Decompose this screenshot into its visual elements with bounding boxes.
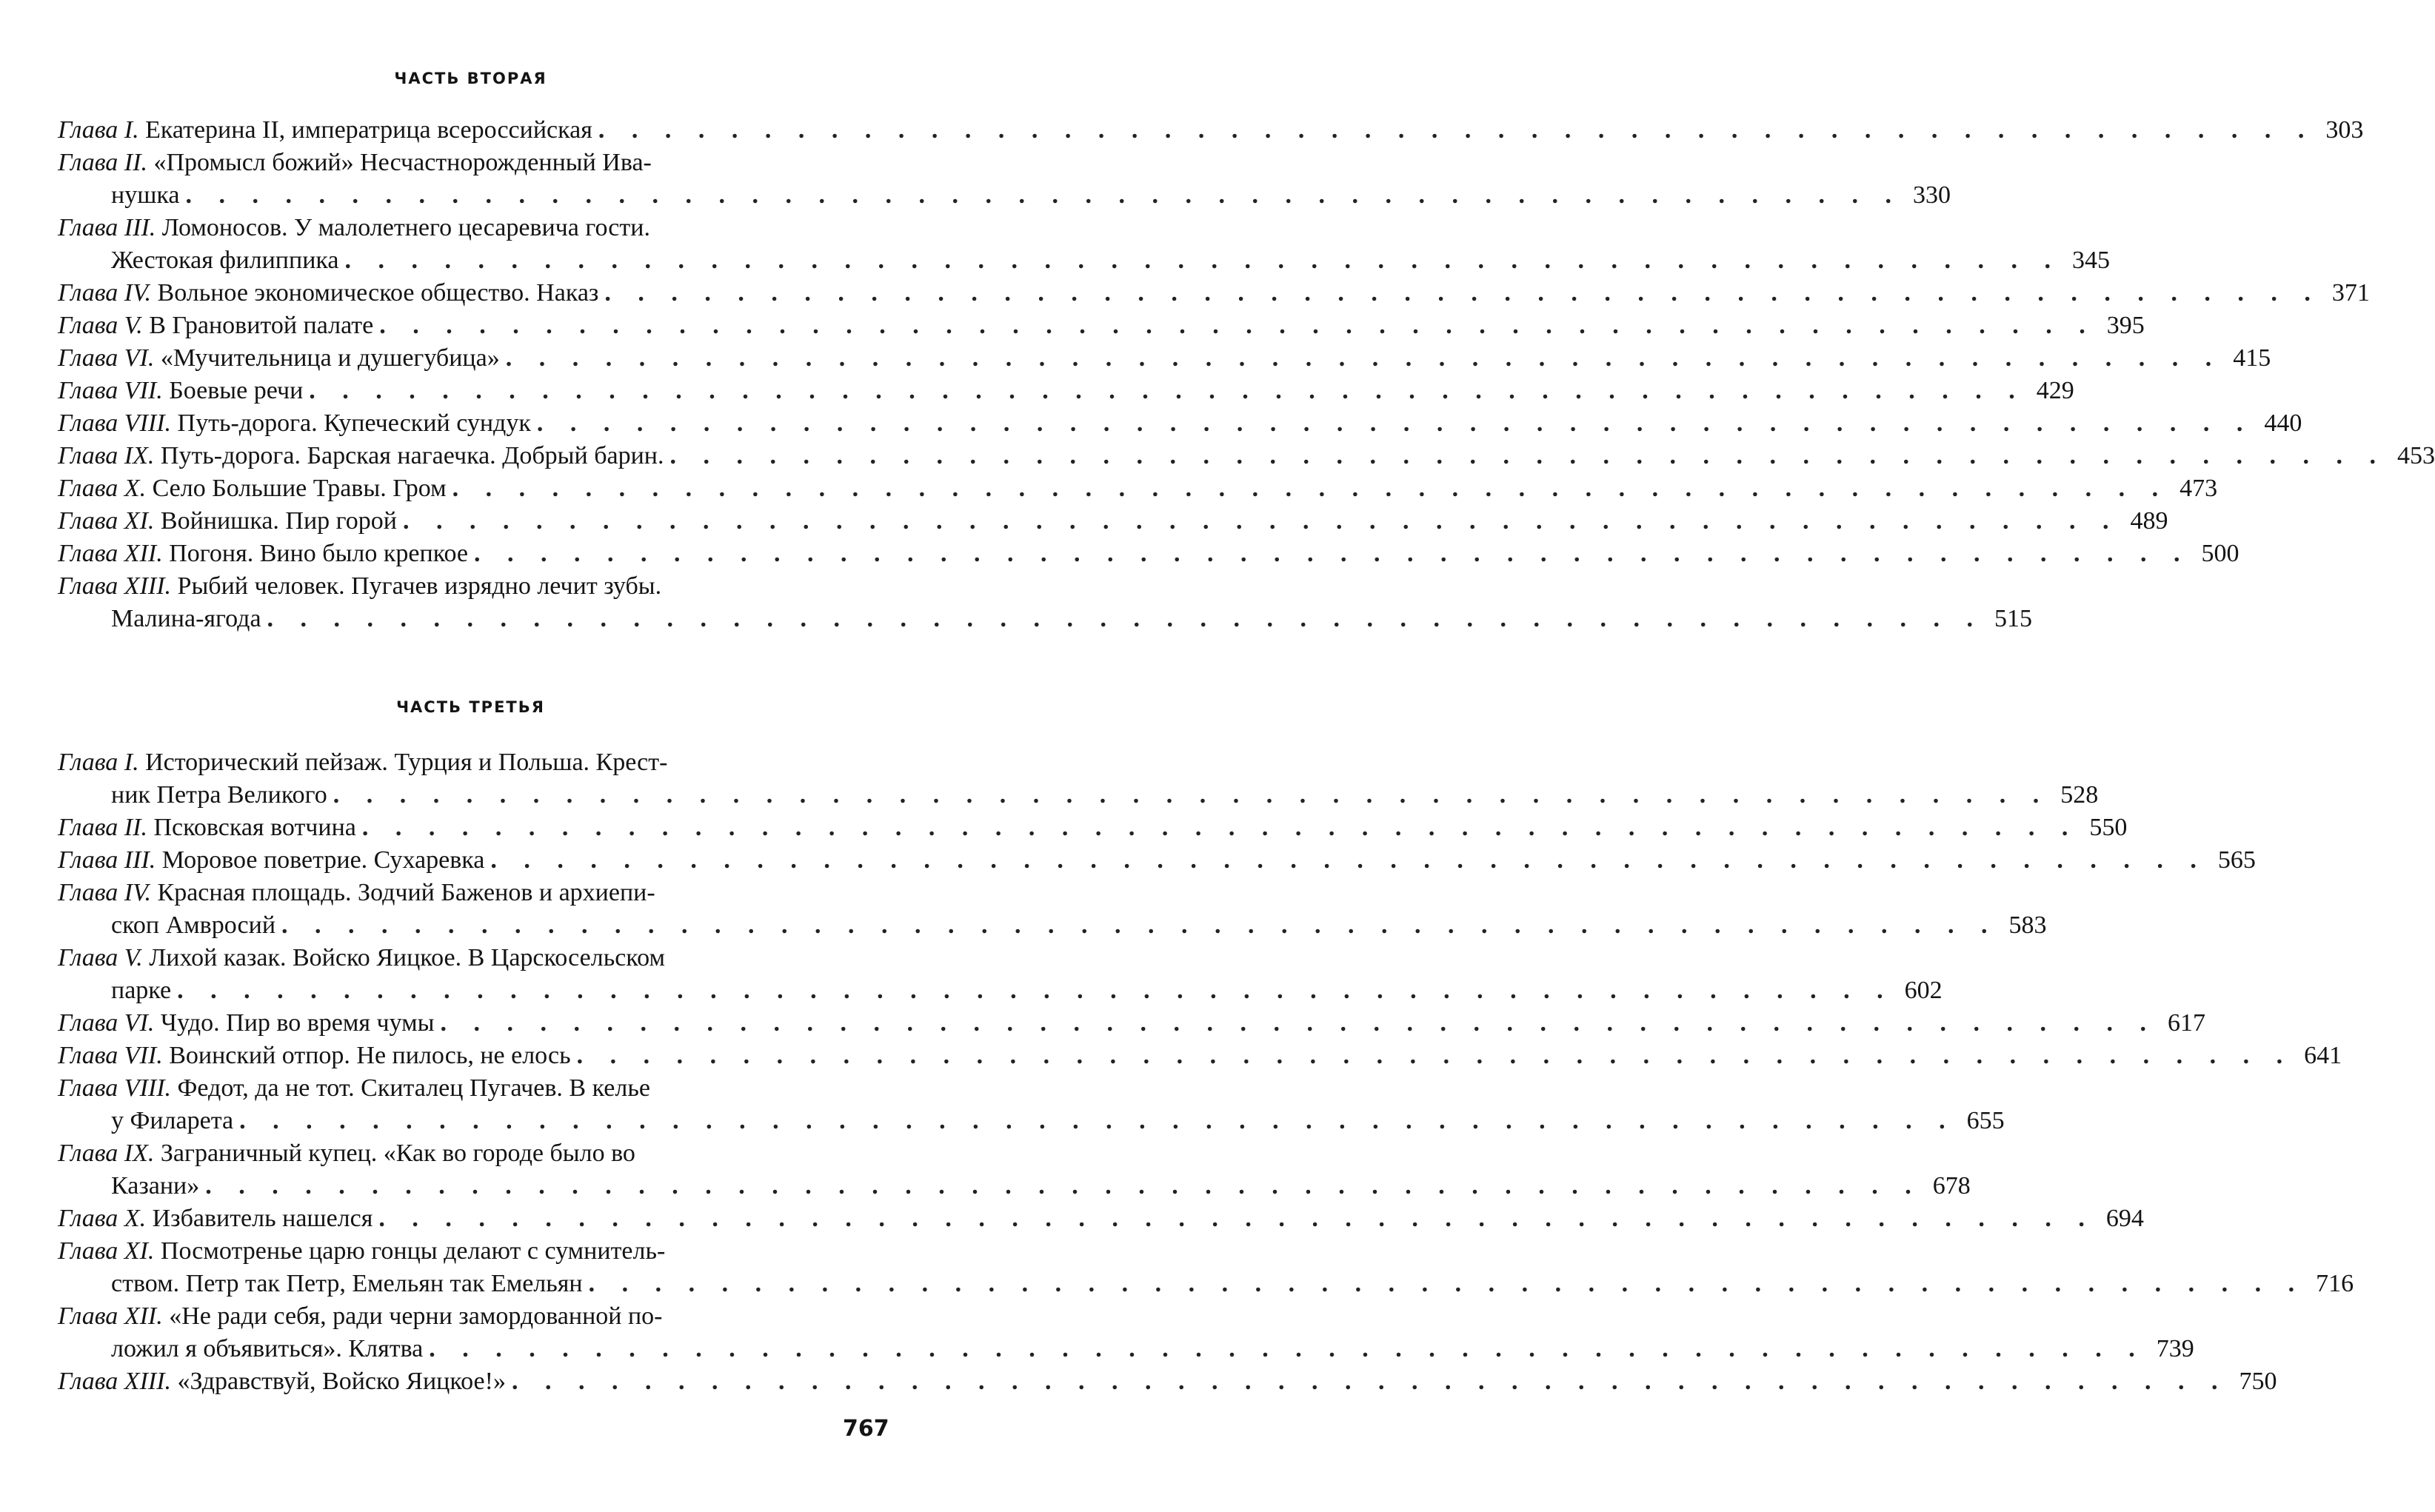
page-ref: 641 — [2304, 1042, 2342, 1069]
toc-entry-text — [58, 212, 650, 244]
page-ref: 440 — [2264, 409, 2302, 437]
chapter-title: у Филарета — [111, 1107, 234, 1134]
chapter-label: Глава IV. — [58, 879, 152, 906]
chapter-label: Глава I. — [58, 116, 139, 144]
chapter-label: Глава XI. — [58, 507, 155, 535]
chapter-title: Погоня. Вино было крепкое — [169, 540, 468, 567]
toc-entry-line — [58, 942, 895, 974]
chapter-label: Глава XIII. — [58, 1368, 172, 1395]
chapter-label: Глава VI. — [58, 344, 155, 372]
toc-entry-text — [111, 974, 171, 1007]
dot-leader: . . . . . . . . . . . . . . . . . . . . . . . . . . . . . . . . . . . . . . . . . . . . . . . . . . . . — [378, 1205, 2095, 1232]
toc-entry-line — [58, 114, 2364, 147]
toc-entry — [58, 1300, 2194, 1365]
toc-entry-text — [58, 114, 592, 147]
toc-entry-line — [58, 375, 2074, 407]
chapter-label: Глава X. — [58, 1205, 147, 1232]
chapter-title: парке — [111, 977, 172, 1004]
toc-entry-text — [58, 1202, 373, 1235]
toc-entry — [58, 1365, 2277, 1398]
page-ref: 750 — [2239, 1368, 2277, 1395]
chapter-title: «Мучительница и душегубица» — [160, 344, 500, 372]
toc-entry-line — [58, 277, 2370, 310]
toc-entry — [58, 812, 2128, 844]
page-ref: 429 — [2036, 377, 2074, 404]
chapter-title: Войнишка. Пир горой — [160, 507, 397, 535]
toc-entry-line — [58, 570, 895, 603]
chapter-title: Псковская вотчина — [153, 814, 356, 841]
toc-entry-line — [58, 440, 2435, 472]
toc-entry-text — [58, 505, 397, 538]
toc-entry-text — [111, 1333, 423, 1365]
chapter-title: Воинский отпор. Не пилось, не елось — [169, 1042, 571, 1069]
chapter-label: Глава V. — [58, 312, 143, 339]
dot-leader: . . . . . . . . . . . . . . . . . . . . . . . . . . . . . . . . . . . . . . . . . . . . . . . . . . . . — [511, 1368, 2228, 1395]
toc-entry-text — [58, 472, 447, 505]
toc-entry-text — [58, 877, 655, 909]
dot-leader: . . . . . . . . . . . . . . . . . . . . . . . . . . . . . . . . . . . . . . . . . . . . . . . . . . . . — [344, 247, 2061, 274]
toc-entry-text — [58, 570, 661, 603]
toc-entry — [58, 570, 2033, 635]
dot-leader: . . . . . . . . . . . . . . . . . . . . . . . . . . . . . . . . . . . . . . . . . . . . . . . . . . . . — [185, 181, 1902, 209]
toc-entry-line — [111, 909, 2047, 942]
toc-entry-line — [111, 244, 2110, 277]
chapter-label: Глава II. — [58, 149, 147, 176]
toc-entry — [58, 147, 1951, 212]
toc-entry-text — [58, 844, 484, 877]
dot-leader: . . . . . . . . . . . . . . . . . . . . . . . . . . . . . . . . . . . . . . . . . . . . . . . . . . . . — [598, 116, 2315, 144]
page-number: 767 — [843, 1416, 889, 1442]
toc-entry-line — [58, 1137, 895, 1170]
toc-entry-text — [58, 538, 468, 570]
chapter-label: Глава VII. — [58, 1042, 163, 1069]
dot-leader: . . . . . . . . . . . . . . . . . . . . . . . . . . . . . . . . . . . . . . . . . . . . . . . . . . . . — [361, 814, 2079, 841]
toc-entry — [58, 1202, 2144, 1235]
toc-entry-text — [58, 310, 373, 342]
page-ref: 716 — [2316, 1270, 2354, 1297]
chapter-title: Боевые речи — [169, 377, 304, 404]
dot-leader: . . . . . . . . . . . . . . . . . . . . . . . . . . . . . . . . . . . . . . . . . . . . . . . . . . . . — [474, 540, 2191, 567]
toc-entry-line — [58, 1300, 895, 1333]
page-ref: 515 — [1994, 605, 2033, 632]
dot-leader: . . . . . . . . . . . . . . . . . . . . . . . . . . . . . . . . . . . . . . . . . . . . . . . . . . . . — [205, 1172, 1922, 1200]
chapter-title: нушка — [111, 181, 180, 209]
toc-entry-text — [111, 603, 261, 635]
toc-entry — [58, 505, 2168, 538]
chapter-title: Посмотренье царю гонцы делают с сумнитель- — [160, 1237, 666, 1265]
toc-entry-text — [111, 244, 338, 277]
toc-entry-text — [58, 1235, 665, 1268]
chapter-title: Рыбий человек. Пугачев изрядно лечит зубы. — [177, 572, 662, 600]
toc-entry-line — [58, 310, 2145, 342]
toc-entry-line — [58, 147, 895, 179]
toc-entry — [58, 342, 2271, 375]
page-ref: 694 — [2105, 1205, 2144, 1232]
chapter-title: ник Петра Великого — [111, 781, 327, 809]
toc-entry-line — [58, 472, 2218, 505]
chapter-label: Глава III. — [58, 214, 156, 241]
toc-entry-text — [58, 746, 667, 779]
page-ref: 371 — [2331, 279, 2370, 307]
chapter-label: Глава XII. — [58, 540, 163, 567]
toc-entry-text — [58, 1040, 571, 1072]
chapter-label: Глава V. — [58, 944, 143, 971]
chapter-title: Казани» — [111, 1172, 200, 1200]
toc-entry-text — [111, 779, 327, 812]
page-ref: 303 — [2325, 116, 2364, 144]
toc-entry — [58, 1235, 2354, 1300]
chapter-title: Исторический пейзаж. Турция и Польша. Крест- — [145, 749, 668, 776]
dot-leader: . . . . . . . . . . . . . . . . . . . . . . . . . . . . . . . . . . . . . . . . . . . . . . . . . . . . — [239, 1107, 1956, 1134]
dot-leader: . . . . . . . . . . . . . . . . . . . . . . . . . . . . . . . . . . . . . . . . . . . . . . . . . . . . — [490, 846, 2207, 874]
page-ref: 330 — [1912, 181, 1951, 209]
chapter-title: Село Большие Травы. Гром — [152, 475, 447, 502]
chapter-title: Моровое поветрие. Сухаревка — [161, 846, 485, 874]
toc-entry-line — [111, 1333, 2194, 1365]
page-ref: 602 — [1904, 977, 1943, 1004]
part-two-title: ЧАСТЬ ВТОРАЯ — [394, 70, 547, 87]
toc-entry — [58, 310, 2145, 342]
toc-entry-text — [58, 1137, 635, 1170]
chapter-label: Глава VIII. — [58, 409, 172, 437]
chapter-label: Глава VIII. — [58, 1074, 172, 1102]
toc-entry — [58, 877, 2047, 942]
toc-entry — [58, 1040, 2342, 1072]
toc-entry-text — [111, 1170, 199, 1202]
chapter-title: Избавитель нашелся — [152, 1205, 373, 1232]
chapter-title: Екатерина II, императрица всероссийская — [145, 116, 592, 144]
dot-leader: . . . . . . . . . . . . . . . . . . . . . . . . . . . . . . . . . . . . . . . . . . . . . . . . . . . . — [588, 1270, 2305, 1297]
toc-entry-line — [58, 746, 895, 779]
toc-entry-line — [58, 1040, 2342, 1072]
toc-entry — [58, 440, 2435, 472]
toc-entry — [58, 212, 2110, 277]
chapter-title: «Не ради себя, ради черни замордованной по- — [169, 1302, 663, 1330]
chapter-title: Малина-ягода — [111, 605, 261, 632]
page-ref: 655 — [1966, 1107, 2005, 1134]
page-ref: 489 — [2130, 507, 2168, 535]
chapter-title: Чудо. Пир во время чумы — [160, 1009, 435, 1037]
toc-entry-line — [58, 538, 2239, 570]
page-ref: 528 — [2060, 781, 2099, 809]
chapter-label: Глава XIII. — [58, 572, 172, 600]
chapter-label: Глава II. — [58, 814, 147, 841]
chapter-title: В Грановитой палате — [149, 312, 374, 339]
chapter-title: Красная площадь. Зодчий Баженов и архиепи- — [157, 879, 655, 906]
page-ref: 617 — [2168, 1009, 2206, 1037]
chapter-label: Глава IV. — [58, 279, 152, 307]
toc-entry-text — [58, 440, 664, 472]
toc-entry-text — [58, 1300, 663, 1333]
toc-entry-text — [111, 909, 275, 942]
dot-leader: . . . . . . . . . . . . . . . . . . . . . . . . . . . . . . . . . . . . . . . . . . . . . . . . . . . . — [379, 312, 2096, 339]
dot-leader: . . . . . . . . . . . . . . . . . . . . . . . . . . . . . . . . . . . . . . . . . . . . . . . . . . . . — [267, 605, 1984, 632]
toc-entry-line — [58, 1365, 2277, 1398]
chapter-title: Жестокая филиппика — [111, 247, 339, 274]
page-ref: 583 — [2008, 911, 2047, 939]
dot-leader: . . . . . . . . . . . . . . . . . . . . . . . . . . . . . . . . . . . . . . . . . . . . . . . . . . . . — [669, 442, 2386, 469]
toc-entry-text — [111, 179, 179, 212]
chapter-label: Глава X. — [58, 475, 147, 502]
dot-leader: . . . . . . . . . . . . . . . . . . . . . . . . . . . . . . . . . . . . . . . . . . . . . . . . . . . . — [281, 911, 1998, 939]
toc-entry — [58, 472, 2218, 505]
chapter-title: «Здравствуй, Войско Яицкое!» — [177, 1368, 506, 1395]
part-three-title: ЧАСТЬ ТРЕТЬЯ — [396, 698, 545, 716]
page-ref: 678 — [1932, 1172, 1971, 1200]
toc-entry-line — [58, 505, 2168, 538]
chapter-label: Глава IX. — [58, 1140, 155, 1167]
chapter-title: Ломоносов. У малолетнего цесаревича гости. — [161, 214, 650, 241]
dot-leader: . . . . . . . . . . . . . . . . . . . . . . . . . . . . . . . . . . . . . . . . . . . . . . . . . . . . — [333, 781, 2050, 809]
toc-entry-line — [111, 1268, 2354, 1300]
toc-entry — [58, 746, 2099, 812]
page-ref: 345 — [2071, 247, 2110, 274]
dot-leader: . . . . . . . . . . . . . . . . . . . . . . . . . . . . . . . . . . . . . . . . . . . . . . . . . . . . — [402, 507, 2120, 535]
page-ref: 500 — [2201, 540, 2239, 567]
page-ref: 415 — [2233, 344, 2271, 372]
toc-entry-line — [58, 844, 2256, 877]
toc-entry-line — [111, 974, 1943, 1007]
page-ref: 739 — [2156, 1335, 2194, 1362]
toc-entry — [58, 277, 2370, 310]
toc-entry-text — [58, 407, 531, 440]
dot-leader: . . . . . . . . . . . . . . . . . . . . . . . . . . . . . . . . . . . . . . . . . . . . . . . . . . . . — [429, 1335, 2145, 1362]
toc-entry — [58, 114, 2364, 147]
chapter-label: Глава I. — [58, 749, 139, 776]
dot-leader: . . . . . . . . . . . . . . . . . . . . . . . . . . . . . . . . . . . . . . . . . . . . . . . . . . . . — [536, 409, 2254, 437]
toc-entry-line — [58, 1235, 895, 1268]
toc-entry-text — [58, 1007, 435, 1040]
toc-entry-text — [58, 147, 652, 179]
chapter-title: Вольное экономическое общество. Наказ — [157, 279, 599, 307]
toc-entry — [58, 844, 2256, 877]
chapter-title: «Промысл божий» Несчастнорожденный Ива- — [153, 149, 652, 176]
toc-entry-line — [111, 779, 2099, 812]
chapter-title: Лихой казак. Войско Яицкое. В Царскосельском — [149, 944, 665, 971]
dot-leader: . . . . . . . . . . . . . . . . . . . . . . . . . . . . . . . . . . . . . . . . . . . . . . . . . . . . — [576, 1042, 2294, 1069]
chapter-title: Путь-дорога. Купеческий сундук — [177, 409, 531, 437]
toc-entry-line — [111, 1105, 2005, 1137]
toc-entry-text — [111, 1105, 233, 1137]
toc-entry — [58, 1137, 1971, 1202]
dot-leader: . . . . . . . . . . . . . . . . . . . . . . . . . . . . . . . . . . . . . . . . . . . . . . . . . . . . — [604, 279, 2321, 307]
page-ref: 565 — [2217, 846, 2256, 874]
toc-entry — [58, 538, 2239, 570]
toc-entry-line — [111, 179, 1951, 212]
toc-entry — [58, 1007, 2206, 1040]
toc-entry-line — [58, 877, 895, 909]
chapter-label: Глава VI. — [58, 1009, 155, 1037]
toc-entry-line — [58, 1072, 895, 1105]
chapter-label: Глава XI. — [58, 1237, 155, 1265]
toc-entry-line — [58, 1202, 2144, 1235]
dot-leader: . . . . . . . . . . . . . . . . . . . . . . . . . . . . . . . . . . . . . . . . . . . . . . . . . . . . — [309, 377, 2025, 404]
chapter-title: ложил я объявиться». Клятва — [111, 1335, 424, 1362]
toc-entry-text — [58, 1072, 650, 1105]
toc-entry-text — [58, 1365, 506, 1398]
dot-leader: . . . . . . . . . . . . . . . . . . . . . . . . . . . . . . . . . . . . . . . . . . . . . . . . . . . . — [505, 344, 2222, 372]
chapter-title: Заграничный купец. «Как во городе было во — [160, 1140, 635, 1167]
toc-entry-line — [58, 812, 2128, 844]
chapter-title: скоп Амвросий — [111, 911, 276, 939]
page-ref: 550 — [2089, 814, 2128, 841]
dot-leader: . . . . . . . . . . . . . . . . . . . . . . . . . . . . . . . . . . . . . . . . . . . . . . . . . . . . — [452, 475, 2169, 502]
toc-entry-line — [58, 1007, 2206, 1040]
toc-entry-text — [58, 942, 665, 974]
toc-entry — [58, 375, 2074, 407]
toc-entry-text — [58, 375, 303, 407]
toc-entry-text — [58, 277, 598, 310]
chapter-label: Глава III. — [58, 846, 156, 874]
toc-entry-line — [58, 407, 2302, 440]
page-ref: 395 — [2106, 312, 2145, 339]
chapter-label: Глава XII. — [58, 1302, 163, 1330]
toc-entry-line — [58, 342, 2271, 375]
chapter-label: Глава IX. — [58, 442, 155, 469]
toc-entry-line — [111, 1170, 1971, 1202]
toc-entry-line — [58, 212, 895, 244]
page-ref: 453 — [2396, 442, 2435, 469]
toc-entry — [58, 942, 1943, 1007]
toc-entry-line — [111, 603, 2033, 635]
chapter-title: Федот, да не тот. Скиталец Пугачев. В келье — [177, 1074, 650, 1102]
chapter-title: ством. Петр так Петр, Емельян так Емельян — [111, 1270, 583, 1297]
dot-leader: . . . . . . . . . . . . . . . . . . . . . . . . . . . . . . . . . . . . . . . . . . . . . . . . . . . . — [177, 977, 1894, 1004]
chapter-title: Путь-дорога. Барская нагаечка. Добрый барин. — [160, 442, 664, 469]
chapter-label: Глава VII. — [58, 377, 163, 404]
toc-entry — [58, 407, 2302, 440]
toc-entry — [58, 1072, 2005, 1137]
toc-entry-text — [58, 342, 500, 375]
toc-entry-text — [58, 812, 356, 844]
page-ref: 473 — [2180, 475, 2218, 502]
dot-leader: . . . . . . . . . . . . . . . . . . . . . . . . . . . . . . . . . . . . . . . . . . . . . . . . . . . . — [440, 1009, 2157, 1037]
toc-entry-text — [111, 1268, 583, 1300]
